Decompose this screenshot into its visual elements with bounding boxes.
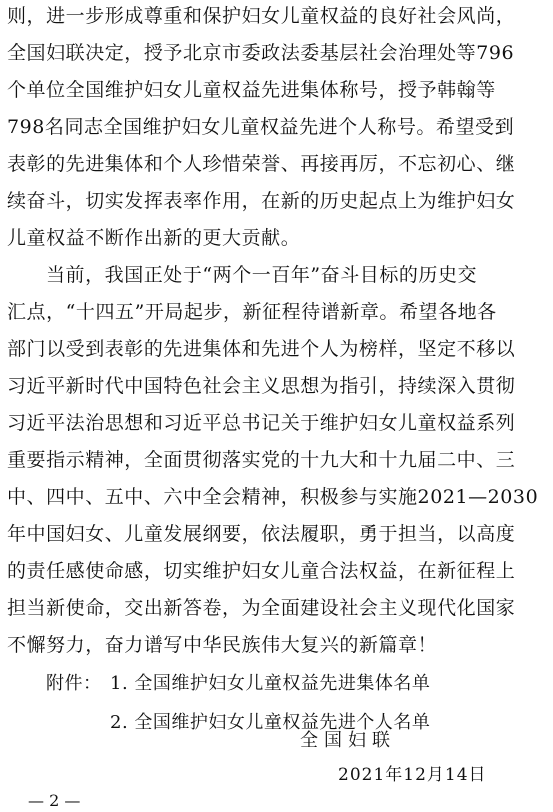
signature: 全国妇联: [300, 730, 396, 751]
text-line: 不懈努力，奋力谱写中华民族伟大复兴的新篇章！: [7, 634, 438, 656]
text-line: 表彰的先进集体和个人珍惜荣誉、再接再厉，不忘初心、继: [7, 153, 516, 175]
text-line: 中、四中、五中、六中全会精神，积极参与实施2021—2030: [7, 486, 539, 508]
text-line: 个单位全国维护妇女儿童权益先进集体称号，授予韩翰等: [7, 79, 496, 101]
document-date: 2021年12月14日: [338, 765, 487, 785]
text-line: 全国妇联决定，授予北京市委政法委基层社会治理处等796: [7, 42, 515, 64]
text-line: 习近平新时代中国特色社会主义思想为指引，持续深入贯彻: [7, 375, 516, 397]
text-line: 续奋斗，切实发挥表率作用，在新的历史起点上为维护妇女: [7, 190, 516, 212]
attachment-item: 2. 全国维护妇女儿童权益先进个人名单: [110, 712, 431, 733]
text-line: 的责任感使命感，切实维护妇女儿童合法权益，在新征程上: [7, 560, 516, 582]
text-line: 部门以受到表彰的先进集体和先进个人为榜样，坚定不移以: [7, 338, 516, 360]
page-number: — 2 —: [28, 791, 81, 810]
text-line: 798名同志全国维护妇女儿童权益先进个人称号。希望受到: [7, 116, 515, 138]
text-line: 当前，我国正处于“两个一百年”奋斗目标的历史交: [46, 264, 478, 286]
attachment-item: 1. 全国维护妇女儿童权益先进集体名单: [110, 673, 431, 694]
text-line: 担当新使命，交出新答卷，为全面建设社会主义现代化国家: [7, 597, 516, 619]
attachment-label: 附件：: [46, 673, 102, 694]
text-line: 重要指示精神，全面贯彻落实党的十九大和十九届二中、三: [7, 449, 516, 471]
text-line: 汇点，“十四五”开局起步，新征程待谱新章。希望各地各: [7, 301, 497, 323]
text-line: 则，进一步形成尊重和保护妇女儿童权益的良好社会风尚，: [7, 5, 516, 27]
text-line: 习近平法治思想和习近平总书记关于维护妇女儿童权益系列: [7, 412, 516, 434]
text-line: 年中国妇女、儿童发展纲要，依法履职，勇于担当，以高度: [7, 523, 516, 545]
text-line: 儿童权益不断作出新的更大贡献。: [7, 227, 301, 249]
